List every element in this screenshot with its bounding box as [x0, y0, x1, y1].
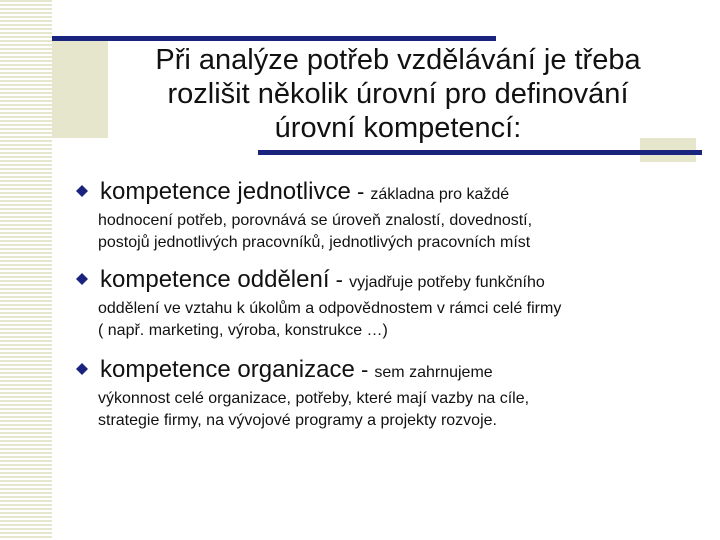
bullet-term: kompetence jednotlivce [100, 178, 351, 205]
bullet-term: kompetence organizace [100, 356, 355, 383]
bullet-lead: sem zahrnujeme [374, 364, 493, 381]
bullet-body-line-2: postojů jednotlivých pracovníků, jednotlivých pracovních míst [98, 234, 531, 251]
bullet-lead: vyjadřuje potřeby funkčního [349, 274, 545, 291]
bullet-heading [100, 356, 493, 384]
title-accent-block [52, 38, 108, 138]
title-rule-top [52, 36, 496, 41]
bullet-body [98, 298, 698, 342]
bullet-heading [100, 266, 545, 294]
bullet-heading [100, 178, 509, 206]
bullet-body-line-2: strategie firmy, na vývojové programy a projekty rozvoje. [98, 412, 497, 429]
bullet-body-line-1: oddělení ve vztahu k úkolům a odpovědnostem v rámci celé firmy [98, 300, 562, 317]
bullet-body-line-1: výkonnost celé organizace, potřeby, které mají vazby na cíle, [98, 390, 530, 407]
bullet-separator: - [350, 179, 371, 204]
diamond-bullet-icon [76, 273, 88, 285]
title-line-2: rozlišit několik úrovní pro definování [167, 78, 629, 110]
bullet-body-line-2: ( např. marketing, výroba, konstrukce …) [98, 322, 388, 339]
diamond-bullet-icon [76, 185, 88, 197]
bullet-body-line-1: hodnocení potřeb, porovnává se úroveň znalostí, dovedností, [98, 212, 533, 229]
bullet-lead: základna pro každé [370, 186, 510, 203]
title-rule-bottom [258, 150, 702, 155]
slide-title [108, 43, 688, 145]
title-line-3: úrovní kompetencí: [274, 112, 522, 144]
bullet-separator: - [329, 267, 350, 292]
title-line-1: Při analýze potřeb vzdělávání je třeba [155, 44, 641, 76]
bullet-term: kompetence oddělení [100, 266, 330, 293]
bullet-body [98, 210, 698, 254]
bullet-body [98, 388, 698, 432]
left-stripe-decoration [0, 0, 52, 540]
bullet-separator: - [354, 357, 375, 382]
diamond-bullet-icon [76, 363, 88, 375]
